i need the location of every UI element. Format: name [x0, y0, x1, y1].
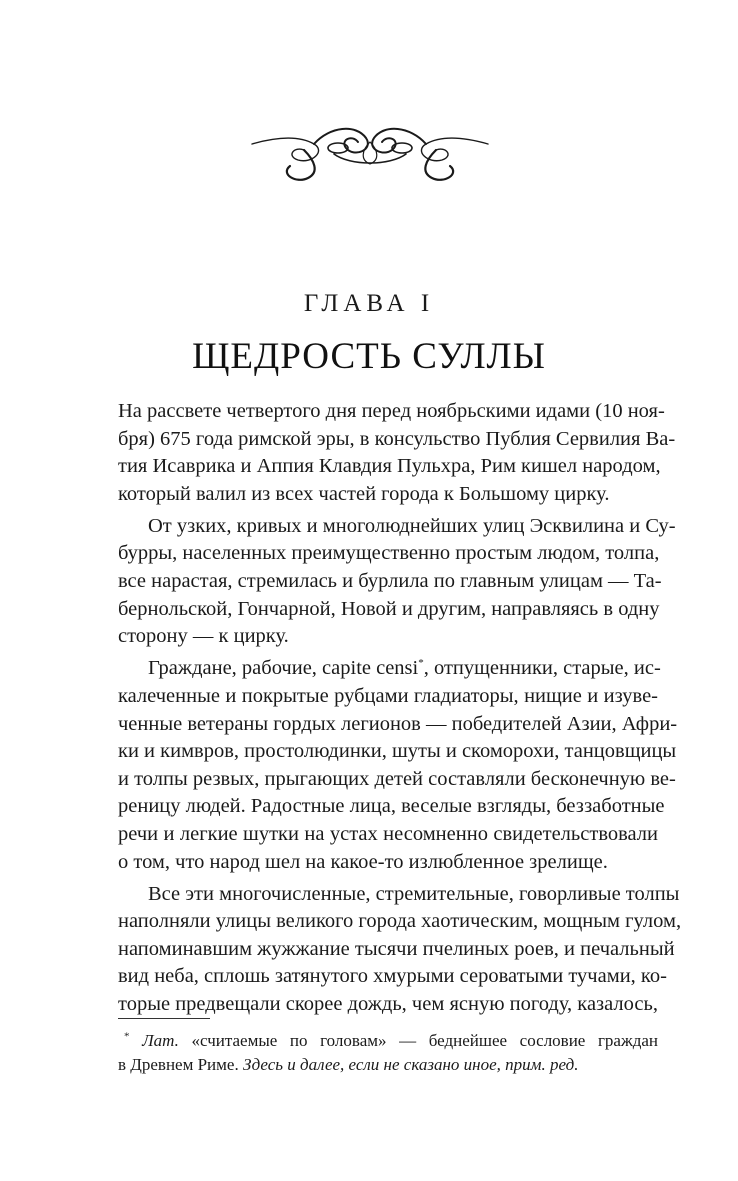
paragraph-3: [118, 655, 678, 876]
text-line: [118, 655, 661, 683]
text-line: ченные ветераны гордых легионов — победителей Азии, Афри-: [118, 712, 678, 735]
text-fragment: , отпущенники, старые, ис-: [423, 657, 661, 680]
text-line: сторону — к цирку.: [118, 625, 289, 648]
paragraph-1: [118, 398, 676, 508]
text-line: и толпы резвых, прыгающих детей составляли бесконечную ве-: [118, 767, 676, 790]
text-line: все нарастая, стремилась и бурлила по главным улицам — Та-: [118, 570, 662, 593]
text-line: торые предвещали скорее дождь, чем ясную погоду, казалось,: [118, 992, 658, 1015]
footnote: [118, 1029, 658, 1077]
decorative-flourish-ornament: [250, 120, 490, 186]
footnote-text: в Древнем Риме.: [118, 1055, 243, 1074]
text-line: который валил из всех частей города к Большому цирку.: [118, 482, 610, 505]
text-line: о том, что народ шел на какое-то излюбленное зрелище.: [118, 850, 608, 873]
body-text: [118, 398, 682, 1023]
footnote-text: «считаемые по головам» — беднейшее сословие граждан: [178, 1031, 659, 1050]
footnote-line: [118, 1029, 658, 1053]
chapter-number: ГЛАВА I: [303, 290, 435, 317]
text-line: бернольской, Гончарной, Новой и другим, направляясь в одну: [118, 597, 660, 620]
footnote-editor-note: Здесь и далее, если не сказано иное, прим. ред.: [242, 1055, 579, 1074]
text-fragment: Граждане, рабочие, capite censi: [148, 657, 419, 680]
footnote-divider: [118, 1018, 210, 1019]
text-line: вид неба, сплошь затянутого хмурыми сероватыми тучами, ко-: [118, 965, 667, 988]
text-line: От узких, кривых и многолюднейших улиц Эсквилина и Су-: [148, 514, 676, 537]
text-line: речи и легкие шутки на устах несомненно свидетельствовали: [118, 822, 658, 845]
footnote-marker: *: [124, 1030, 130, 1043]
text-line: бурры, населенных преимущественно простым людом, толпа,: [118, 542, 660, 565]
footnote-marker: *: [418, 657, 424, 670]
text-line: калеченные и покрытые рубцами гладиаторы, нищие и изуве-: [118, 684, 658, 707]
chapter-title: ЩЕДРОСТЬ СУЛЛЫ: [192, 336, 546, 377]
text-line: наполняли улицы великого города хаотическим, мощным гулом,: [118, 910, 682, 933]
text-line: реницу людей. Радостные лица, веселые взгляды, беззаботные: [118, 795, 665, 818]
text-line: бря) 675 года римской эры, в консульство Публия Сервилия Ва-: [118, 427, 676, 450]
text-line: Все эти многочисленные, стремительные, говорливые толпы: [148, 882, 680, 905]
footnote-language: Лат.: [142, 1031, 179, 1050]
paragraph-2: [118, 513, 676, 651]
text-line: ки и кимвров, простолюдинки, шуты и скоморохи, танцовщицы: [118, 740, 677, 763]
paragraph-4: [118, 881, 682, 1019]
text-line: На рассвете четвертого дня перед ноябрьскими идами (10 ноя-: [118, 400, 665, 422]
footnote-line: [118, 1053, 658, 1077]
text-line: тия Исаврика и Аппия Клавдия Пульхра, Рим кишел народом,: [118, 455, 661, 478]
text-line: напоминавшим жужжание тысячи пчелиных роев, и печальный: [118, 937, 675, 960]
